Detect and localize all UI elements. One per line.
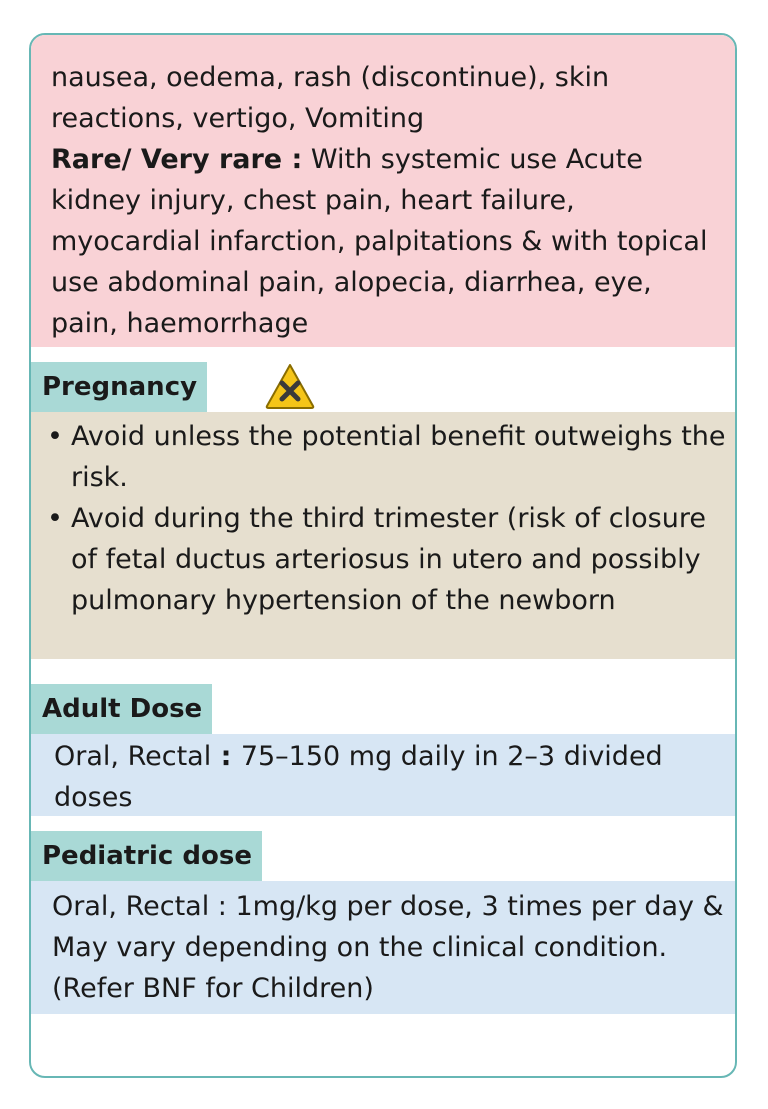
pediatric-dose-body: [31, 881, 735, 1014]
list-item: • Avoid unless the potential benefit outweighs the risk.: [47, 421, 726, 493]
rare-label: Rare/ Very rare :: [51, 144, 303, 175]
harmful-hazard-icon: [264, 362, 316, 410]
list-item: • Avoid during the third trimester (risk of closure of fetal ductus arteriosus in utero and possibly pulmonary hypertension of the newborn: [47, 503, 706, 616]
drug-info-card: [29, 33, 737, 1078]
adult-dose-body: [31, 734, 735, 816]
side-effects-text: [51, 57, 727, 344]
adult-dose-separator: :: [211, 741, 241, 772]
pregnancy-body: [31, 412, 735, 659]
adult-dose-heading: Adult Dose: [31, 684, 212, 734]
common-side-effects: nausea, oedema, rash (discontinue), skin reactions, vertigo, Vomiting: [51, 62, 610, 134]
pregnancy-heading: Pregnancy: [31, 362, 207, 412]
pregnancy-list: [47, 416, 727, 621]
side-effects-section: [31, 35, 735, 347]
pediatric-dose-heading: Pediatric dose: [31, 831, 262, 881]
rare-side-effects: With systemic use Acute kidney injury, chest pain, heart failure, myocardial infarction, palpitations & with topical use abdominal pain, alopecia, diarrhea, eye, pain, haemorrhage: [51, 144, 708, 339]
adult-dose-route: Oral, Rectal: [54, 741, 212, 772]
adult-dose-text: [54, 736, 727, 818]
pediatric-dose-text: Oral, Rectal : 1mg/kg per dose, 3 times per day & May vary depending on the clinical condition. (Refer BNF for Children): [52, 891, 724, 1004]
adult-dose-amount: 75–150 mg daily in 2–3 divided doses: [54, 741, 663, 813]
